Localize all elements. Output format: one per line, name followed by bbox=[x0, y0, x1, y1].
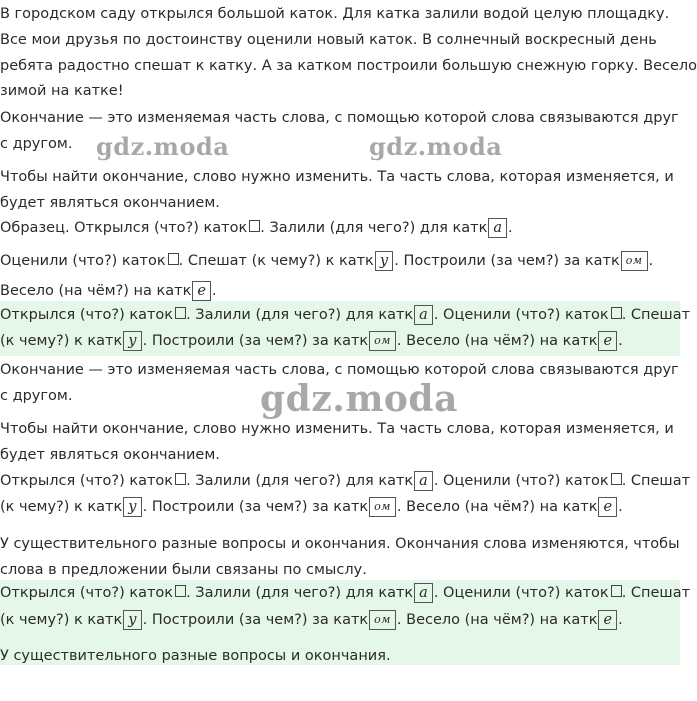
intro-line-3: ребята радостно спешат к катку. А за катком построили большую снежную горку. Весело bbox=[0, 58, 697, 74]
intro-line-1: В городском саду открылся большой каток. Для катка залили водой целую площадку. bbox=[0, 6, 670, 22]
zero-ending-square-icon bbox=[175, 307, 186, 319]
ending-box: а bbox=[414, 305, 433, 325]
sample-line-1: Образец. Открылся (что?) каток . Залили (для чего?) для катк а . bbox=[0, 220, 513, 236]
answer2-line-2: (к чему?) к катк у . Построили (за чем?) за катк ом . Весело (на чём?) на катк е . bbox=[0, 499, 623, 515]
conclusion-line-1: У существительного разные вопросы и окончания. Окончания слова изменяются, чтобы bbox=[0, 536, 680, 552]
definition-line-1: Окончание — это изменяемая часть слова, с помощью которой слова связываются друг bbox=[0, 110, 679, 126]
definition-repeat-line-2: с другом. bbox=[0, 388, 73, 404]
watermark-logo: gdz.moda bbox=[260, 378, 458, 420]
ending-box: а bbox=[488, 218, 507, 238]
sample-line-3: Весело (на чём?) на катк е . bbox=[0, 283, 217, 299]
zero-ending-square-icon bbox=[168, 253, 179, 265]
answer3-line-1: Открылся (что?) каток . Залили (для чего?) для катк а . Оценили (что?) каток . Спешат bbox=[0, 585, 691, 601]
intro-line-4: зимой на катке! bbox=[0, 83, 124, 99]
ending-box: е bbox=[598, 497, 617, 517]
conclusion-short: У существительного разные вопросы и окончания. bbox=[0, 648, 391, 664]
zero-ending-square-icon bbox=[175, 585, 186, 597]
ending-box: ом bbox=[621, 251, 648, 271]
watermark-logo: gdz.moda bbox=[96, 132, 230, 161]
ending-box: ом bbox=[369, 331, 396, 351]
ending-box: ом bbox=[369, 497, 396, 517]
howto-line-1: Чтобы найти окончание, слово нужно изменить. Та часть слова, которая изменяется, и bbox=[0, 169, 674, 185]
ending-box: у bbox=[123, 331, 141, 351]
howto-line-2: будет являться окончанием. bbox=[0, 195, 220, 211]
definition-line-2: с другом. bbox=[0, 136, 73, 152]
answer3-line-2: (к чему?) к катк у . Построили (за чем?) за катк ом . Весело (на чём?) на катк е . bbox=[0, 612, 623, 628]
intro-line-2: Все мои друзья по достоинству оценили новый каток. В солнечный воскресный день bbox=[0, 32, 657, 48]
ending-box: у bbox=[123, 497, 141, 517]
conclusion-line-2: слова в предложении были связаны по смыслу. bbox=[0, 562, 367, 578]
ending-box: а bbox=[414, 583, 433, 603]
ending-box: е bbox=[598, 331, 617, 351]
answer1-line-2: (к чему?) к катк у . Построили (за чем?) за катк ом . Весело (на чём?) на катк е . bbox=[0, 333, 623, 349]
zero-ending-square-icon bbox=[249, 220, 260, 232]
watermark-logo: gdz.moda bbox=[369, 132, 503, 161]
ending-box: у bbox=[375, 251, 393, 271]
zero-ending-square-icon bbox=[611, 307, 622, 319]
answer2-line-1: Открылся (что?) каток . Залили (для чего?) для катк а . Оценили (что?) каток . Спешат bbox=[0, 473, 691, 489]
definition-repeat-line-1: Окончание — это изменяемая часть слова, с помощью которой слова связываются друг bbox=[0, 362, 679, 378]
ending-box: а bbox=[414, 471, 433, 491]
howto-repeat-line-2: будет являться окончанием. bbox=[0, 447, 220, 463]
sample-line-2: Оценили (что?) каток . Спешат (к чему?) к катк у . Построили (за чем?) за катк ом . bbox=[0, 253, 654, 269]
ending-box: е bbox=[192, 281, 211, 301]
ending-box: у bbox=[123, 610, 141, 630]
ending-box: е bbox=[598, 610, 617, 630]
zero-ending-square-icon bbox=[175, 473, 186, 485]
zero-ending-square-icon bbox=[611, 473, 622, 485]
ending-box: ом bbox=[369, 610, 396, 630]
howto-repeat-line-1: Чтобы найти окончание, слово нужно изменить. Та часть слова, которая изменяется, и bbox=[0, 421, 674, 437]
zero-ending-square-icon bbox=[611, 585, 622, 597]
answer1-line-1: Открылся (что?) каток . Залили (для чего?) для катк а . Оценили (что?) каток . Спешат bbox=[0, 307, 691, 323]
